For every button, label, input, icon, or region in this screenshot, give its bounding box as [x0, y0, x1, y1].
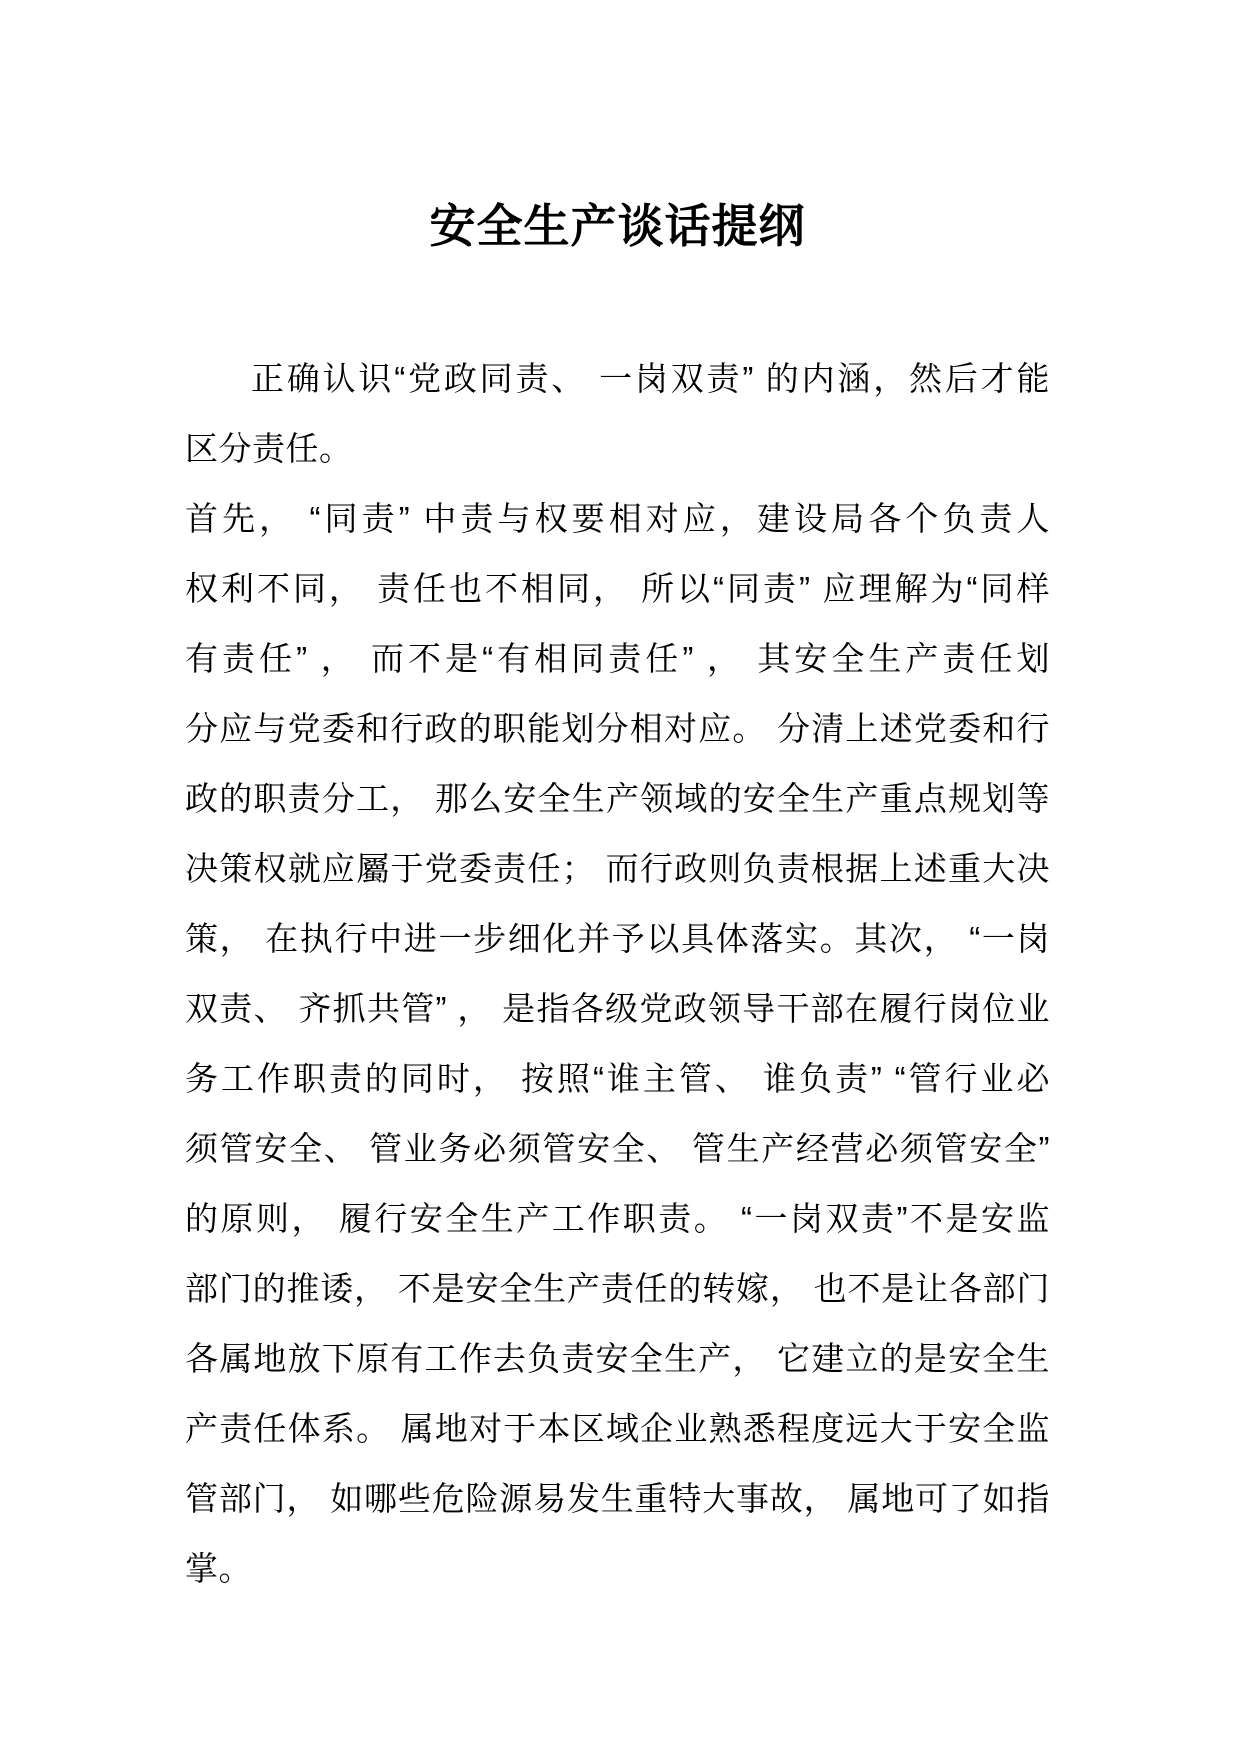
text-line: 区分责任。 [185, 429, 353, 467]
text-line: 须管安全、 管业务必须管安全、 管生产经营必须管安全” [185, 1129, 1050, 1167]
text-line: 决策权就应屬于党委责任； 而行政则负责根据上述重大决 [185, 849, 1050, 887]
document-body [185, 344, 1050, 1604]
text-line: 分应与党委和行政的职能划分相对应。 分清上述党委和行 [185, 709, 1050, 747]
text-line: 的原则， 履行安全生产工作职责。 “一岗双责”不是安监 [185, 1199, 1050, 1237]
text-line: 管部门， 如哪些危险源易发生重特大事故， 属地可了如指 [185, 1479, 1050, 1517]
text-line: 策， 在执行中进一步细化并予以具体落实。其次， “一岗 [185, 919, 1050, 957]
text-line: 首先， “同责” 中责与权要相对应，建设局各个负责人 [185, 499, 1050, 537]
text-line: 掌。 [185, 1549, 252, 1587]
text-line: 权利不同， 责任也不相同， 所以“同责” 应理解为“同样 [185, 569, 1050, 607]
text-line: 部门的推诿， 不是安全生产责任的转嫁， 也不是让各部门 [185, 1269, 1050, 1307]
text-line: 正确认识“党政同责、 一岗双责” 的内涵，然后才能 [251, 359, 1050, 397]
text-line: 政的职责分工， 那么安全生产领域的安全生产重点规划等 [185, 779, 1050, 817]
text-line: 务工作职责的同时， 按照“谁主管、 谁负责” “管行业必 [185, 1059, 1050, 1097]
text-line: 产责任体系。 属地对于本区域企业熟悉程度远大于安全监 [185, 1409, 1050, 1447]
text-line: 各属地放下原有工作去负责安全生产， 它建立的是安全生 [185, 1339, 1050, 1377]
text-line: 有责任” ， 而不是“有相同责任” ， 其安全生产责任划 [185, 639, 1050, 677]
document-title: 安全生产谈话提纲 [429, 200, 806, 252]
text-line: 双责、 齐抓共管” ， 是指各级党政领导干部在履行岗位业 [185, 989, 1050, 1027]
